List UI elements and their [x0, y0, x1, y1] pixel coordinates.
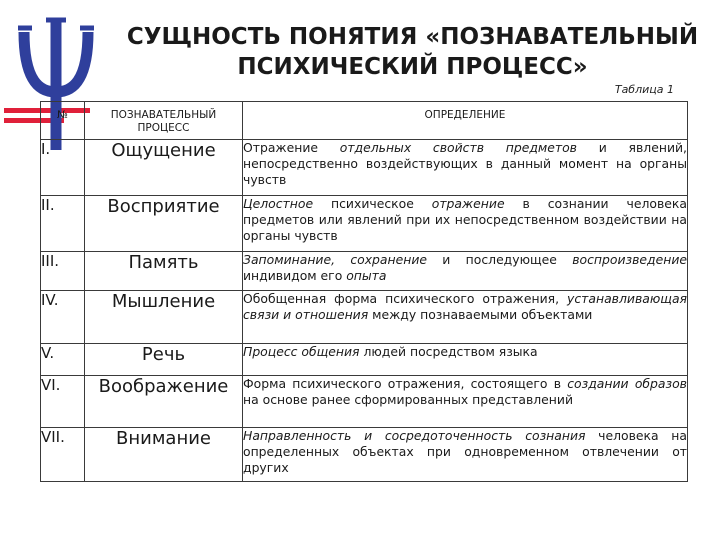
- definition-emphasis: отражение: [431, 196, 505, 211]
- table-row: [41, 291, 688, 344]
- process-definition: [243, 252, 688, 291]
- definition-emphasis: отдельных свойств предметов: [339, 140, 577, 155]
- header-number: №: [41, 102, 85, 140]
- definition-text: в сознании человека предметов или явлений при их непосредственном воздействии на органы чувств: [243, 196, 687, 243]
- row-number: III.: [41, 252, 85, 291]
- process-definition: [243, 291, 688, 344]
- page-title-line1: СУЩНОСТЬ ПОНЯТИЯ «ПОЗНАВАТЕЛЬНЫЙ: [126, 24, 699, 50]
- process-name: Восприятие: [85, 196, 243, 252]
- definition-text: индивидом его: [243, 268, 347, 283]
- table-row: [41, 140, 688, 196]
- table-row: [41, 196, 688, 252]
- definition-emphasis: Направленность и сосредоточенность сознания: [243, 428, 586, 443]
- table-header-row: [41, 102, 688, 140]
- definition-emphasis: создании образов: [567, 376, 687, 391]
- definition-emphasis: Целостное: [243, 196, 314, 211]
- process-name: Мышление: [85, 291, 243, 344]
- definition-emphasis: Запоминание, сохранение: [243, 252, 428, 267]
- process-table: [40, 101, 688, 482]
- row-number: V.: [41, 344, 85, 376]
- row-number: IV.: [41, 291, 85, 344]
- definition-text: людей посредством языка: [359, 344, 538, 359]
- header-process: ПОЗНАВАТЕЛЬНЫЙ ПРОЦЕСС: [85, 102, 243, 140]
- page-title-line2: ПСИХИЧЕСКИЙ ПРОЦЕСС»: [237, 54, 588, 80]
- row-number: VI.: [41, 376, 85, 428]
- row-number: II.: [41, 196, 85, 252]
- process-definition: [243, 376, 688, 428]
- definition-text: Отражение: [243, 140, 340, 155]
- definition-text: и явлений, непосредственно воздействующих в данный момент на органы чувств: [243, 140, 687, 187]
- process-definition: [243, 196, 688, 252]
- process-definition: [243, 344, 688, 376]
- process-name: Воображение: [85, 376, 243, 428]
- process-name: Ощущение: [85, 140, 243, 196]
- table-row: [41, 252, 688, 291]
- header-definition: ОПРЕДЕЛЕНИЕ: [243, 102, 688, 140]
- process-name: Память: [85, 252, 243, 291]
- table-row: [41, 376, 688, 428]
- definition-text: между познаваемыми объектами: [368, 307, 593, 322]
- definition-emphasis: опыта: [346, 268, 387, 283]
- definition-text: человека на определенных объектах при одновременном отвлечении от других: [243, 428, 687, 475]
- table-row: [41, 344, 688, 376]
- definition-text: Форма психического отражения, состоящего в: [243, 376, 568, 391]
- definition-emphasis: воспроизведение: [572, 252, 688, 267]
- process-name: Внимание: [85, 428, 243, 482]
- process-definition: [243, 140, 688, 196]
- process-definition: [243, 428, 688, 482]
- page-title: [115, 22, 710, 82]
- table-caption: Таблица 1: [614, 83, 674, 96]
- definition-text: Обобщенная форма психического отражения,: [243, 291, 568, 306]
- definition-text: и последующее: [427, 252, 573, 267]
- definition-emphasis: Процесс общения: [243, 344, 360, 359]
- row-number: I.: [41, 140, 85, 196]
- process-name: Речь: [85, 344, 243, 376]
- row-number: VII.: [41, 428, 85, 482]
- definition-text: психическое: [313, 196, 432, 211]
- definition-text: на основе ранее сформированных представлений: [243, 392, 573, 407]
- table-row: [41, 428, 688, 482]
- definition-emphasis: устанавливающая связи и отношения: [243, 291, 687, 322]
